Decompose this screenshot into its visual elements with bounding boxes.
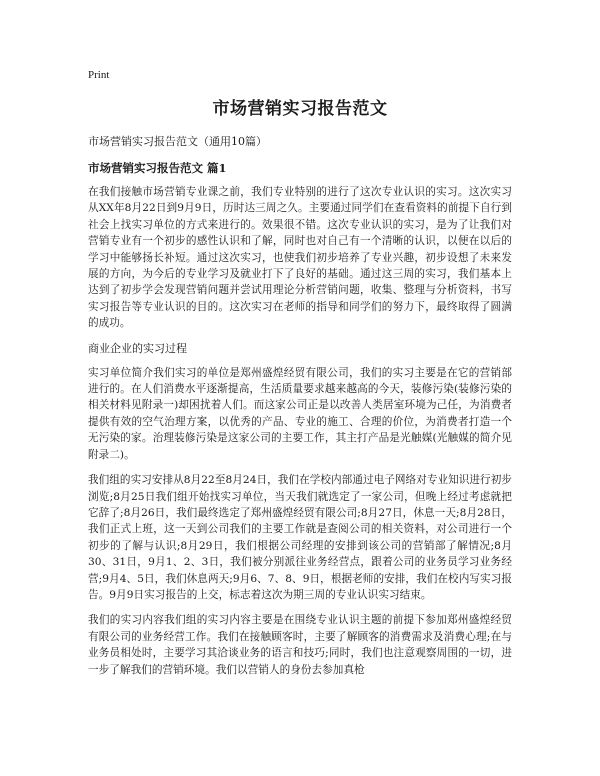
section2-paragraph-3: 我们的实习内容我们组的实习内容主要是在围绕专业认识主题的前提下参加郑州盛煌经贸有限公司的业务经营工作。我们在接触顾客时，主要了解顾客的消费需求及消费心理;在与业务员相处时，主要学习其洽谈业务的语言和技巧;同时，我们也注意观察周围的一切，进一步了解我们的营销环境。我们以营销人的身份去参加真枪 — [88, 614, 512, 676]
page-title: 市场营销实习报告范文 — [212, 99, 388, 119]
page-subtitle: 市场营销实习报告范文（通用10篇） — [88, 135, 267, 148]
section-heading-1: 市场营销实习报告范文 篇1 — [88, 161, 227, 175]
section1-paragraph-1: 在我们接触市场营销专业课之前，我们专业特别的进行了这次专业认识的实习。这次实习从XX年8月22日到9月9日，历时达三周之久。主要通过同学们在查看资料的前提下自行到社会上找实习单位的方式来进行的。效果很不错。这次专业认识的实习，是为了让我们对营销专业有一个初步的感性认识和了解，同时也对自己有一个清晰的认识，以便在以后的学习中能够扬长补短。通过这次实习，也使我们初步培养了专业兴趣，初步设想了未来发展的方向，为今后的专业学习及就业打下了良好的基础。通过这三周的实习，我们基本上达到了初步学会发现营销问题并尝试用理论分析营销问题，收集、整理与分析资料，书写实习报告等专业认识的目的。这次实习在老师的指导和同学们的努力下，最终取得了圆满的成功。 — [88, 186, 512, 330]
section2-paragraph-1: 实习单位简介我们实习的单位是郑州盛煌经贸有限公司，我们的实习主要是在它的营销部进行的。在人们消费水平逐渐提高，生活质量要求越来越高的今天，装修污染(装修污染的相关材料见附录一)却困扰着人们。而这家公司正是以改善人类居室环境为己任，为消费者提供有效的空气治理方案，以优秀的产品、专业的施工、合理的价位，为消费者打造一个无污染的家。治理装修污染是这家公司的主要工作，其主打产品是光触媒(光触媒的简介见附录二)。 — [88, 366, 512, 461]
section-heading-2: 商业企业的实习过程 — [88, 341, 187, 355]
section2-paragraph-2: 我们组的实习安排从8月22至8月24日，我们在学校内部通过电子网络对专业知识进行初步浏览;8月25日我们组开始找实习单位，当天我们就选定了一家公司，但晚上经过考虑就把它辞了;8月26日，我们最终选定了郑州盛煌经贸有限公司;8月27日，休息一天;8月28日，我们正式上班，这一天到公司我们的主要工作就是查阅公司的相关资料，对公司进行一个初步的了解与认识;8月29日，我们根据公司经理的安排到该公司的营销部了解情况;8月30、31日，9月1、2、3日，我们被分别派往业务经营点，跟着公司的业务员学习业务经营;9月4、5日，我们休息两天;9月6、7、8、9日，根据老师的安排，我们在校内写实习报告。9月9日实习报告的上交，标志着这次为期三周的专业认识实习结束。 — [88, 474, 512, 601]
print-label[interactable]: Print — [88, 69, 110, 81]
